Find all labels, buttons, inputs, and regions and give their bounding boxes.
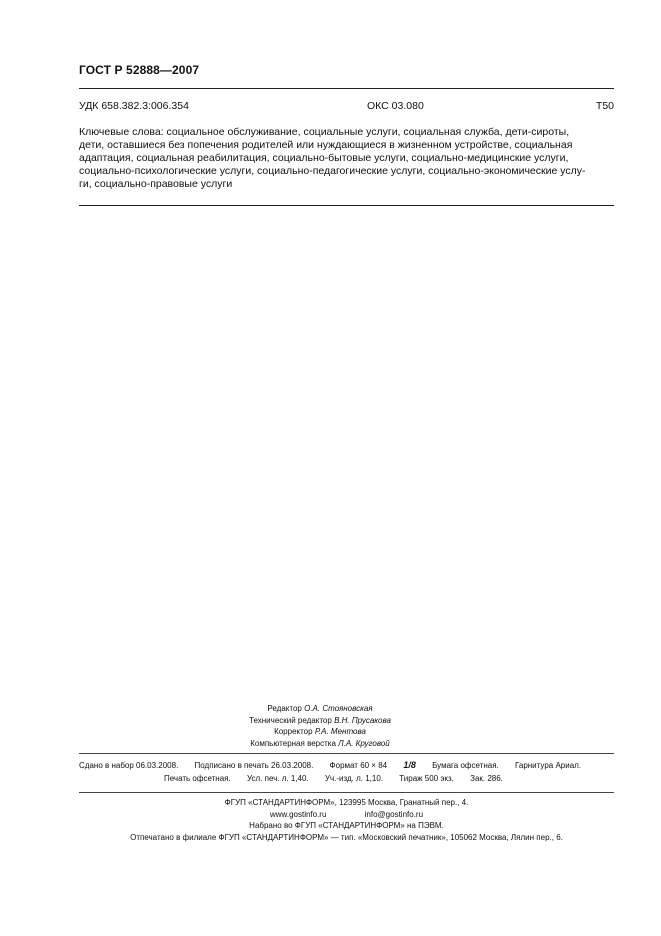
credit-layout (200, 738, 440, 750)
publisher-contacts (79, 809, 614, 821)
circulation: Тираж 500 экз. (399, 774, 454, 783)
pub-sheets: Уч.-изд. л. 1,10. (324, 774, 384, 783)
order-number: Зак. 286. (470, 774, 503, 783)
credit-role: Редактор (267, 704, 302, 713)
paper: Бумага офсетная. (432, 761, 499, 770)
imprint-rule-top (79, 753, 614, 754)
oks-code: ОКС 03.080 (367, 100, 424, 112)
set-date: Сдано в набор 06.03.2008. (79, 761, 179, 770)
credit-name: Л.А. Круговой (338, 738, 390, 748)
publisher-block (79, 797, 614, 843)
udc-code: УДК 658.382.3:006.354 (79, 100, 189, 112)
format (330, 761, 416, 770)
credit-role: Технический редактор (249, 715, 332, 725)
publisher-website[interactable]: www.gostinfo.ru (269, 809, 327, 819)
printed-note: Отпечатано в филиале ФГУП «СТАНДАРТИНФОРМ» — тип. «Московский печатник», 105062 Москва, Лялин пер., 6. (130, 832, 563, 842)
credit-name: Р.А. Ментова (314, 727, 366, 737)
keywords-line: Ключевые слова: социальное обслуживание, социальные услуги, социальная служба, дети-сироты, (79, 126, 570, 138)
signed-date: Подписано в печать 26.03.2008. (194, 761, 314, 770)
keywords-line: социально-психологические услуги, социально-педагогические услуги, социально-экономические услу- (79, 165, 586, 177)
header-rule (79, 88, 614, 89)
typeface: Гарнитура Ариал. (514, 761, 582, 770)
keywords-line: ги, социально-правовые услуги (79, 178, 233, 190)
credit-editor (200, 703, 440, 715)
credit-name: О.А. Стояновская (304, 704, 373, 713)
imprint-row (79, 760, 614, 770)
group-code: Т50 (595, 100, 614, 112)
keywords-rule (79, 205, 614, 206)
doc-number: ГОСТ Р 52888—2007 (79, 63, 200, 77)
imprint-rule-bottom (79, 792, 614, 793)
format-prefix: Формат 60 × 84 (329, 761, 388, 770)
imprint-row (79, 774, 614, 783)
format-fraction: 1/8 (403, 760, 416, 770)
credit-role: Компьютерная верстка (250, 738, 336, 748)
credit-name: В.Н. Прусакова (334, 715, 391, 725)
credit-role: Корректор (274, 727, 313, 737)
credit-corrector (200, 726, 440, 738)
print-sheets: Усл. печ. л. 1,40. (246, 774, 309, 783)
publisher-email[interactable]: info@gostinfo.ru (364, 809, 424, 819)
credits-block (200, 703, 440, 749)
keywords-line: дети, оставшиеся без попечения родителей или нуждающиеся в жизненном устройстве, социальная (79, 139, 573, 151)
typeset-note: Набрано во ФГУП «СТАНДАРТИНФОРМ» на ПЭВМ. (249, 821, 444, 831)
keywords-line: адаптация, социальная реабилитация, социально-бытовые услуги, социально-медицинские услуги, (79, 152, 569, 164)
credit-tech-editor (200, 715, 440, 727)
publisher-address: ФГУП «СТАНДАРТИНФОРМ», 123995 Москва, Гранатный пер., 4. (224, 798, 469, 807)
print-type: Печать офсетная. (164, 774, 231, 783)
classification-row (79, 100, 614, 114)
keywords-block (79, 126, 614, 191)
